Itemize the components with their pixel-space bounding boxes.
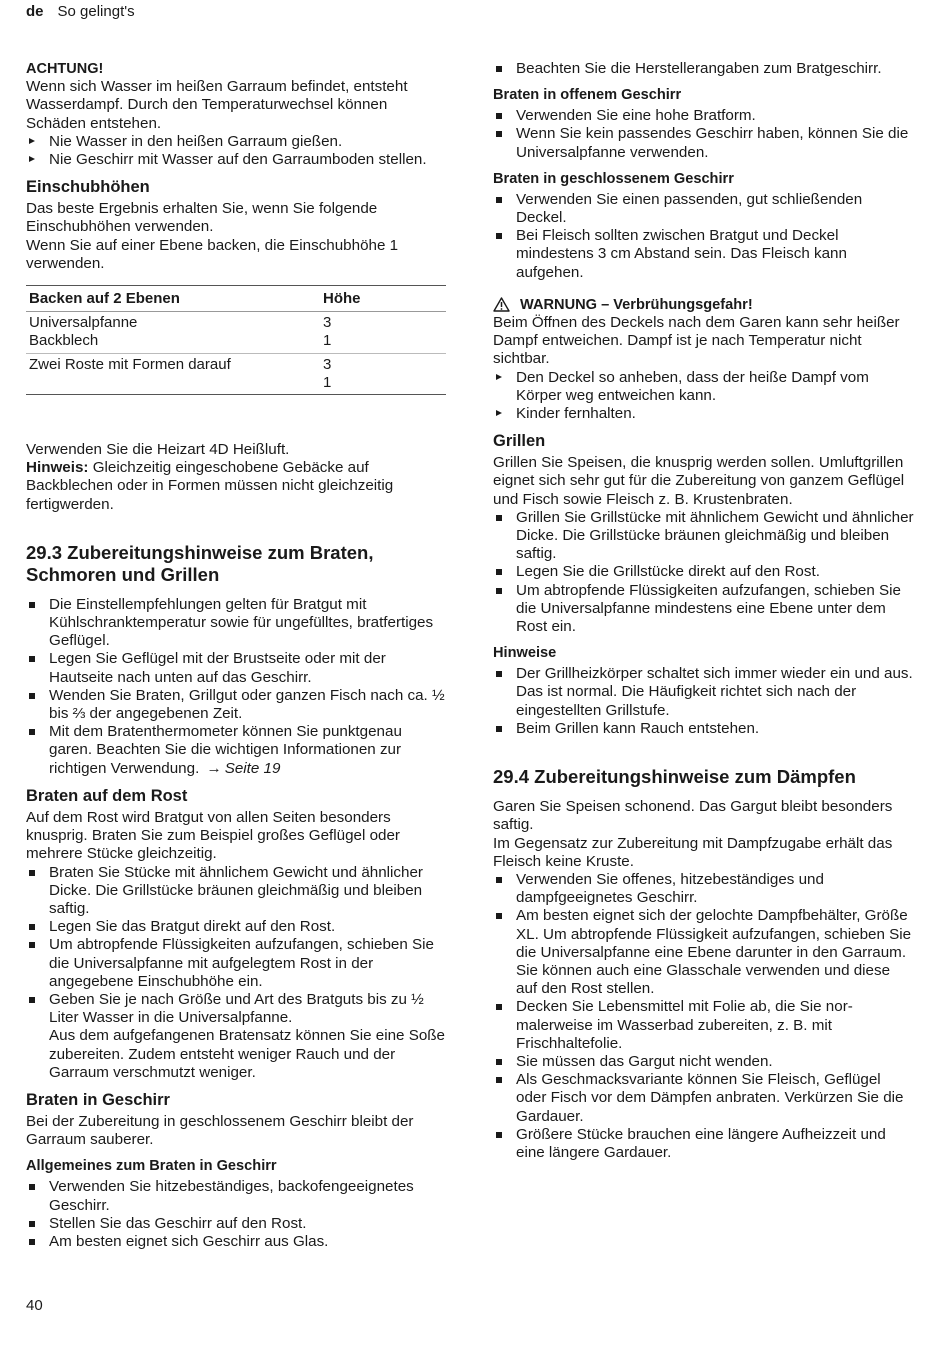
list-item: Als Geschmacksvariante können Sie Fleisch, Geflügel oder Fisch vor dem Dämpfen anbraten. Verkürzen Sie die Gardauer. [493, 1071, 915, 1126]
list-item: Stellen Sie das Geschirr auf den Rost. [26, 1215, 448, 1233]
top-list [493, 60, 915, 78]
warning-list [493, 369, 915, 424]
list-item: Bei Fleisch sollten zwischen Bratgut und Deckel mindestens 3 cm Abstand sein. Das Fleisch kann aufgehen. [493, 227, 915, 282]
heizart-text: Verwenden Sie die Heizart 4D Heißluft. [26, 441, 290, 459]
arrow-right-icon: → [206, 759, 222, 777]
caution-list [26, 133, 448, 169]
einschub-table [26, 285, 446, 395]
list-item: Verwenden Sie offenes, hitzebeständiges und dampfgeeignetes Geschirr. [493, 871, 915, 907]
list-item: Verwenden Sie einen passenden, gut schließenden Deckel. [493, 191, 915, 227]
caution-title: ACHTUNG! [26, 61, 104, 77]
section-title: So gelingt's [57, 3, 135, 20]
list-item: Grillen Sie Grillstücke mit ähnlichem Gewicht und ähnlicher Dicke. Die Grillstücke bräunen gleichmäßig und bleiben saftig. [493, 509, 915, 564]
page-number: 40 [26, 1297, 43, 1314]
braten-rost-paragraph: Auf dem Rost wird Bratgut von allen Seiten besonders knusprig. Braten Sie zum Beispiel großes Geflügel oder mehrere Stücke gleichzeitig. [26, 808, 400, 863]
braten-geschirr-heading: Braten in Geschirr [26, 1090, 170, 1109]
list-item: Größere Stücke brauchen eine längere Aufheizzeit und eine längere Gardauer. [493, 1126, 915, 1162]
list-item: Sie müssen das Gargut nicht wenden. [493, 1053, 915, 1071]
list-item: Wenden Sie Braten, Grillgut oder ganzen Fisch nach ca. ½ bis ⅔ der angegebenen Zeit. [26, 687, 448, 723]
hinweis-label: Hinweis: [26, 459, 89, 477]
warning-title: WARNUNG – Verbrühungsgefahr! [520, 296, 753, 313]
list-item: Verwenden Sie eine hohe Bratform. [493, 107, 915, 125]
geschlossen-list [493, 191, 915, 282]
left-column [26, 60, 448, 1251]
einschub-paragraph-2: Wenn Sie auf einer Ebene backen, die Einschubhöhe 1 verwenden. [26, 236, 399, 272]
right-column [493, 60, 915, 1162]
list-item: Geben Sie je nach Größe und Art des Bratguts bis zu ½ Liter Wasser in die Universalpfanne. Aus dem aufgefangenen Bratensatz können Sie eine Soße zubereiten. Zudem entsteht weniger Rauch und der Garraum verschmutzt weniger. [26, 991, 448, 1082]
daempfen-paragraph-1: Garen Sie Speisen schonend. Das Gargut bleibt besonders saftig. [493, 798, 893, 834]
table-cell: Zwei Roste mit Formen darauf [26, 353, 320, 394]
rost-list [26, 864, 448, 1082]
offen-heading: Braten in offenem Geschirr [493, 87, 682, 104]
allgemeines-list [26, 1178, 448, 1251]
list-item: Decken Sie Lebensmittel mit Folie ab, die Sie normalerweise im Wasserbad zubereiten, z. B. mit Frischhaltefolie. [493, 998, 915, 1053]
grillen-list [493, 509, 915, 636]
hinweis-text: Gleichzeitig eingeschobene Gebäcke auf Backblechen oder in Formen müssen nicht gleichzeitig fertigwerden. [26, 459, 394, 513]
grillen-heading: Grillen [493, 432, 546, 451]
warning-text: Beim Öffnen des Deckels nach dem Garen kann sehr heißer Dampf entweichen. Dampf ist je nach Temperatur nicht sichtbar. [493, 314, 900, 368]
braten-rost-heading: Braten auf dem Rost [26, 786, 188, 805]
language-code: de [26, 3, 44, 20]
table-header: Backen auf 2 Ebenen [26, 286, 320, 312]
section-29-4-heading: 29.4 Zubereitungshinweise zum Dämpfen [493, 766, 856, 788]
table-row [26, 312, 446, 353]
hinweise-list [493, 665, 915, 738]
list-item: Die Einstellempfehlungen gelten für Bratgut mit Kühlschranktemperatur sowie für ungefülltes, bratfertiges Geflügel. [26, 596, 448, 651]
table-row [26, 353, 446, 394]
list-item: Kinder fernhalten. [493, 405, 915, 423]
list-item: Am besten eignet sich Geschirr aus Glas. [26, 1233, 448, 1251]
warning-heading [493, 296, 915, 314]
list-item: Nie Wasser in den heißen Garraum gießen. [26, 133, 448, 151]
table-header: Höhe [320, 286, 446, 312]
daempfen-paragraph-2: Im Gegensatz zur Zubereitung mit Dampfzugabe erhält das Fleisch keine Kruste. [493, 834, 893, 870]
page-header [26, 3, 135, 21]
table-cell: 3 1 [320, 353, 446, 394]
s293-list [26, 596, 448, 778]
list-item: Den Deckel so anheben, dass der heiße Dampf vom Körper weg entweichen kann. [493, 369, 915, 405]
section-29-3-heading: 29.3 Zubereitungshinweise zum Braten, Schmoren und Grillen [26, 541, 374, 585]
page-link[interactable]: Seite 19 [224, 759, 281, 777]
list-item: Beim Grillen kann Rauch entstehen. [493, 720, 915, 738]
caution-text: Wenn sich Wasser im heißen Garraum befindet, entsteht Wasserdampf. Durch den Temperaturwechsel können Schäden entstehen. [26, 78, 408, 132]
list-item: Braten Sie Stücke mit ähnlichem Gewicht und ähnlicher Dicke. Die Grillstücke bräunen gleichmäßig und bleiben saftig. [26, 864, 448, 919]
table-cell: 3 1 [320, 312, 446, 353]
list-item: Nie Geschirr mit Wasser auf den Garraumboden stellen. [26, 151, 448, 169]
einschub-paragraph-1: Das beste Ergebnis erhalten Sie, wenn Sie folgende Einschubhöhen verwenden. [26, 200, 378, 236]
list-item: Verwenden Sie hitzebeständiges, backofengeeignetes Geschirr. [26, 1178, 448, 1214]
table-header-row [26, 286, 446, 312]
einschubhoehen-heading: Einschubhöhen [26, 178, 150, 197]
warning-triangle-icon [493, 297, 510, 312]
list-item: Legen Sie Geflügel mit der Brustseite oder mit der Hautseite nach unten auf das Geschirr. [26, 650, 448, 686]
grillen-paragraph: Grillen Sie Speisen, die knusprig werden sollen. Umluftgrillen eignet sich sehr gut für die Zubereitung von ganzem Geflügel und Fisch sowie Fleisch z. B. Krustenbraten. [493, 454, 905, 508]
daempfen-list [493, 871, 915, 1162]
list-item: Beachten Sie die Herstellerangaben zum Bratgeschirr. [493, 60, 915, 78]
allgemeines-heading: Allgemeines zum Braten in Geschirr [26, 1158, 277, 1175]
list-item: Mit dem Bratenthermometer können Sie punktgenau garen. Beachten Sie die wichtigen Informationen zur richtigen Verwendung. → Seite 19 [26, 723, 448, 778]
offen-list [493, 107, 915, 162]
list-item: Legen Sie das Bratgut direkt auf den Rost. [26, 918, 448, 936]
list-item: Um abtropfende Flüssigkeiten aufzufangen, schieben Sie die Universalpfanne mit aufgelegtem Rost in der angegebene Einschubhöhe ein. [26, 936, 448, 991]
list-item: Wenn Sie kein passendes Geschirr haben, können Sie die Universalpfanne verwenden. [493, 125, 915, 161]
geschlossen-heading: Braten in geschlossenem Geschirr [493, 170, 734, 187]
list-item: Der Grillheizkörper schaltet sich immer wieder ein und aus. Das ist normal. Die Häufigkeit richtet sich nach der eingestellten Grillstufe. [493, 665, 915, 720]
braten-geschirr-paragraph: Bei der Zubereitung in geschlossenem Geschirr bleibt der Garraum sauberer. [26, 1112, 414, 1149]
list-item: Um abtropfende Flüssigkeiten aufzufangen, schieben Sie die Universalpfanne mindestens eine Ebene unter dem Rost ein. [493, 582, 915, 637]
hinweise-heading: Hinweise [493, 645, 557, 662]
list-item: Am besten eignet sich der gelochte Dampfbehälter, Größe XL. Um abtropfende Flüssigkeit aufzufangen, schieben Sie die Universalpfanne eine Ebene darunter in den Garraum. Sie können auch eine Glasschale verwenden und diese auf den Rost stellen. [493, 907, 915, 998]
table-cell: Universalpfanne Backblech [26, 312, 320, 353]
hinweis-paragraph [26, 459, 448, 514]
list-item: Legen Sie die Grillstücke direkt auf den Rost. [493, 563, 915, 581]
